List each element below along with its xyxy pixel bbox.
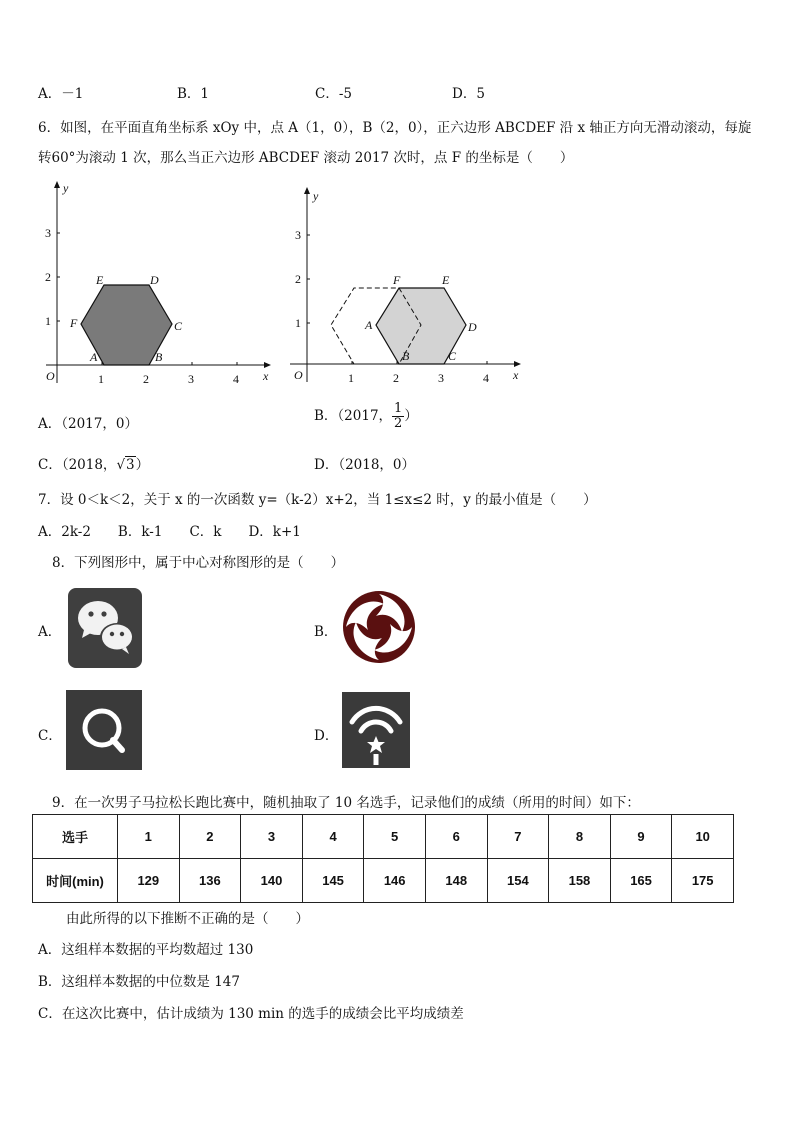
table-cell: 1 — [118, 815, 180, 859]
sqrt-three: √3 — [116, 457, 135, 473]
fig-right-y-tick-1: 1 — [295, 316, 301, 330]
fig-left-y-tick-3: 3 — [45, 226, 51, 240]
table-cell: 9 — [610, 815, 672, 859]
q6-figure-right — [280, 184, 530, 394]
fig-left-x-label: x — [263, 369, 269, 383]
fig-right-x-label: x — [513, 368, 519, 382]
q8-label-d: D． — [314, 728, 339, 744]
fig-right-vertex-b: B — [402, 349, 410, 363]
table-cell: 2 — [179, 815, 241, 859]
fig-left-x-tick-1: 1 — [98, 372, 104, 386]
wechat-icon — [68, 588, 142, 668]
table-header-time: 时间(min) — [33, 859, 118, 903]
fig-right-x-tick-2: 2 — [393, 371, 399, 385]
fig-right-x-tick-3: 3 — [438, 371, 444, 385]
table-row-times — [33, 859, 734, 903]
table-row-players — [33, 815, 734, 859]
table-cell: 5 — [364, 815, 426, 859]
fig-left-vertex-c: C — [174, 319, 183, 333]
table-cell: 145 — [302, 859, 364, 903]
fig-left-y-tick-1: 1 — [45, 314, 51, 328]
q8-stem: 8．下列图形中，属于中心对称图形的是（ ） — [52, 555, 345, 571]
fig-left-origin: O — [46, 369, 55, 383]
table-cell: 165 — [610, 859, 672, 903]
fig-right-y-label: y — [313, 189, 319, 203]
q9-option-c: C．在这次比赛中，估计成绩为 130 min 的选手的成绩会比平均成绩差 — [38, 1006, 464, 1022]
table-cell: 4 — [302, 815, 364, 859]
fig-right-x-tick-1: 1 — [348, 371, 354, 385]
q5-option-a: A．－1 — [38, 86, 84, 102]
q9-option-a: A．这组样本数据的平均数超过 130 — [38, 942, 254, 958]
search-q-icon — [66, 690, 142, 770]
fig-left-y-label: y — [63, 181, 69, 195]
table-cell: 10 — [672, 815, 734, 859]
table-cell: 158 — [549, 859, 611, 903]
table-cell: 148 — [425, 859, 487, 903]
fig-right-vertex-d: D — [468, 320, 477, 334]
q6-option-b-suffix: ） — [404, 408, 418, 424]
table-cell: 7 — [487, 815, 549, 859]
q7-options: A．2k-2 B．k-1 C．k D．k+1 — [38, 524, 301, 540]
table-cell: 175 — [672, 859, 734, 903]
fig-left-x-tick-4: 4 — [233, 372, 239, 386]
table-cell: 154 — [487, 859, 549, 903]
fig-left-x-tick-3: 3 — [188, 372, 194, 386]
wifi-star-icon — [342, 692, 410, 768]
q9-stem: 9．在一次男子马拉松长跑比赛中，随机抽取了 10 名选手，记录他们的成绩（所用的时间）如下： — [52, 795, 640, 811]
fig-left-vertex-f: F — [70, 316, 78, 330]
q9-option-b: B．这组样本数据的中位数是 147 — [38, 974, 240, 990]
q6-option-c — [38, 453, 149, 473]
fig-left-x-tick-2: 2 — [143, 372, 149, 386]
fig-right-x-tick-4: 4 — [483, 371, 489, 385]
q6-option-c-prefix: C．（2018， — [38, 457, 117, 473]
sqrt-radicand: 3 — [126, 457, 135, 473]
fig-left-y-tick-2: 2 — [45, 270, 51, 284]
fig-right-y-tick-3: 3 — [295, 228, 301, 242]
q5-option-c: C．-5 — [315, 86, 352, 102]
table-cell: 6 — [425, 815, 487, 859]
q6-stem-line1: 6．如图，在平面直角坐标系 xOy 中，点 A（1，0），B（2，0），正六边形 ABCDEF 沿 x 轴正方向无滑动滚动，每旋 — [38, 120, 752, 136]
q6-option-b — [314, 402, 418, 431]
table-header-player: 选手 — [33, 815, 118, 859]
q9-follow-up: 由此所得的以下推断不正确的是（ ） — [66, 911, 309, 927]
q8-label-a: A． — [38, 624, 62, 640]
fig-left-vertex-e: E — [96, 273, 104, 287]
fraction-denominator: 2 — [394, 416, 403, 431]
table-cell: 146 — [364, 859, 426, 903]
fig-left-vertex-b: B — [155, 350, 163, 364]
fig-left-vertex-a: A — [90, 350, 98, 364]
q8-label-c: C． — [38, 728, 62, 744]
fig-left-vertex-d: D — [150, 273, 159, 287]
table-cell: 129 — [118, 859, 180, 903]
fig-right-vertex-c: C — [448, 349, 457, 363]
q7-stem: 7．设 0＜k＜2，关于 x 的一次函数 y=（k-2）x+2，当 1≤x≤2 时，y 的最小值是（ ） — [38, 492, 597, 508]
q6-option-c-suffix: ） — [135, 457, 150, 473]
fig-right-origin: O — [294, 368, 303, 382]
table-cell: 136 — [179, 859, 241, 903]
q6-figure-left — [30, 178, 280, 390]
fraction-one-half — [392, 402, 404, 431]
q8-label-b: B． — [314, 624, 338, 640]
table-cell: 8 — [549, 815, 611, 859]
table-cell: 140 — [241, 859, 303, 903]
fig-right-vertex-a: A — [365, 318, 373, 332]
results-table — [32, 814, 734, 903]
fig-right-vertex-f: F — [393, 273, 401, 287]
phoenix-logo-icon — [340, 588, 418, 666]
q6-option-d: D．（2018，0） — [314, 457, 416, 473]
fraction-numerator: 1 — [394, 401, 403, 416]
fig-right-y-tick-2: 2 — [295, 272, 301, 286]
q6-stem-line2: 转60°为滚动 1 次，那么当正六边形 ABCDEF 滚动 2017 次时，点 F 的坐标是（ ） — [38, 150, 574, 166]
q6-option-a: A．（2017，0） — [38, 416, 138, 432]
table-cell: 3 — [241, 815, 303, 859]
q5-option-d: D．5 — [452, 86, 485, 102]
fig-right-vertex-e: E — [442, 273, 450, 287]
q6-option-b-prefix: B．（2017， — [314, 408, 393, 424]
q5-option-b: B．1 — [177, 86, 210, 102]
